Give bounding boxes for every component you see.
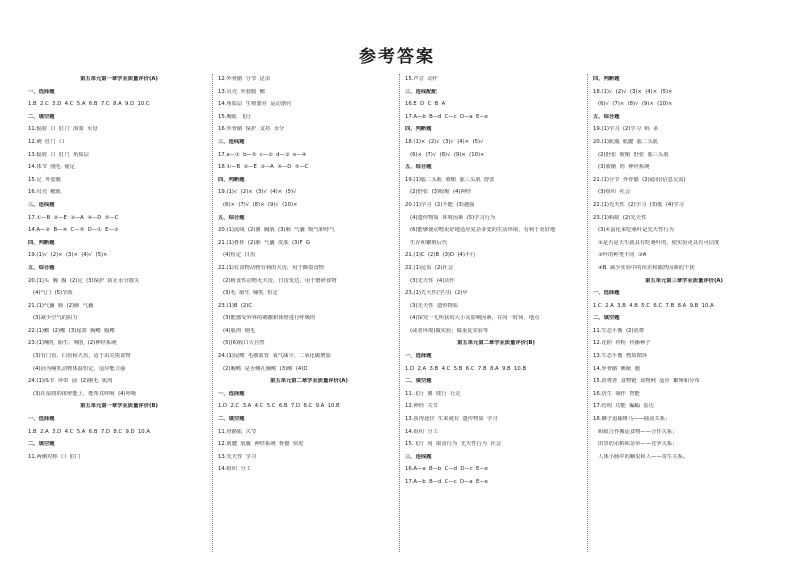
answer-line: 19.(1)√ (2)× (3)√ (4)× (5)√: [218, 189, 297, 196]
answer-line: 22.(1)昆虫 (2)社会: [405, 264, 453, 271]
subsection-heading: 二、填空题: [405, 378, 432, 385]
answer-line: 22.(1)先天性 (2)学习 (3)低 (4)学习: [593, 201, 684, 208]
answer-line: 19.(1)肱二头肌 收缩 肱三头肌 舒张: [405, 176, 495, 183]
subsection-heading: 五、综合题: [218, 214, 245, 221]
answer-line: 24.(1)体节 环带 前 (2)刚毛 肌肉: [28, 378, 113, 385]
subsection-heading: 二、填空题: [593, 315, 620, 322]
answer-line: 20.(1)头 胸 腹 (2)足 (3)保护 防止水分散失: [28, 277, 140, 284]
answer-line: 17.a—① b—⑤ c—② d—③ e—④: [218, 151, 307, 158]
answer-line: 13.获得途径 生来就有 遗传物质 学习: [405, 416, 498, 423]
answer-line: 16.A—a B—b C—d D—c E—e: [405, 466, 488, 473]
subsection-heading: 三、连线题: [28, 201, 55, 208]
answer-line: 16.贝壳 鳃肌: [28, 189, 61, 196]
subsection-heading: 二、填空题: [28, 441, 55, 448]
column-divider: [587, 74, 588, 552]
answer-line: 田里的水稻和杂草——竞争关系；: [593, 441, 678, 448]
answer-line: 1.B 2.A 3.D 4.C 5.A 6.B 7.D 8.C 9.D 10.A: [28, 428, 150, 435]
answer-line: (3)先天性 遗传物质: [405, 302, 459, 309]
answer-line: 12.肌腱 肌腹 神经系统 骨骼 快进: [218, 441, 304, 448]
column-divider: [212, 74, 213, 552]
answer-line: (3)能感受外界的刺激和体壁进行呼吸的: [218, 315, 316, 322]
answer-column-1: [28, 76, 210, 466]
answer-line: (4)气门 (5)节肢: [28, 290, 73, 297]
answer-line: 23.(1)哺乳 胎生、哺乳 (2)神经系统: [28, 340, 117, 347]
answer-line: 1.C 2.A 3.B 4.B 5.C 6.C 7.B 8.A 9.B 10.A: [593, 302, 714, 309]
answer-line: 21.(1)分节 外骨骼 (2)通讯(信息交流): [593, 176, 686, 183]
answer-line: 12.刺 肛门 口: [28, 138, 65, 145]
answer-line: 23.(1)B (2)C: [218, 302, 253, 309]
subsection-heading: 五、综合题: [28, 264, 55, 271]
answer-line: 14.A—② B—④ C—⑤ D—① E—③: [28, 227, 119, 234]
section-heading: 第五单元第二章学业质量评价(B): [457, 340, 535, 347]
answer-line: (2)舒张 (3)收缩 (4)神经: [405, 189, 472, 196]
answer-line: 21.(1)C (2)B (3)D (4)不行: [405, 252, 476, 259]
answer-line: 23.(1)蚂蚁 (2)先天性: [593, 214, 647, 221]
answer-line: 17.A—b B—d C—c D—a E—e: [405, 479, 488, 485]
subsection-heading: 五、综合题: [405, 164, 432, 171]
answer-line: 1.D 2.C 3.A 4.C 5.C 6.B 7.D 8.C 9.A 10.B: [218, 403, 340, 410]
answer-line: 18.狮子追捕斑马——捕食关系；: [593, 416, 671, 423]
subsection-heading: 二、填空题: [218, 416, 245, 423]
answer-line: 17.①—B ②—E ③—A ④—D ⑤—C: [28, 214, 119, 221]
subsection-heading: 三、连线题: [405, 453, 432, 460]
answer-line: 19.(1)√ (2)× (3)× (4)√ (5)×: [28, 252, 108, 259]
answer-line: 23.(1)先天性(学习) (2)甲: [405, 290, 468, 297]
answer-line: (3)收缩 肉 神经系统: [593, 164, 650, 171]
answer-line: 12.神经 关节: [405, 403, 438, 410]
answer-line: (3)先天性 (4)动作: [405, 277, 455, 284]
answer-line: 蚂蚁合作搬运食物——合作关系；: [593, 428, 678, 435]
page-title: 参考答案: [359, 47, 435, 67]
answer-line: 18.①—B ②—E ③—A ④—D ⑤—C: [218, 164, 309, 171]
answer-line: 15.消费者 食物链 食物网 适应 繁殖和分布: [593, 378, 700, 385]
answer-line: 14.体节 刚毛 使足: [28, 164, 75, 171]
subsection-heading: 二、填空题: [28, 113, 55, 120]
answer-line: (3)减少空气的阻力: [28, 315, 78, 322]
answer-line: 13.生态平衡 物质循环: [593, 353, 648, 360]
answer-line: 1.B 2.C 3.D 4.C 5.A 6.B 7.C 8.A 9.D 10.C: [28, 101, 150, 108]
answer-line: (3)①蚕化来吃桑叶是先天性行为: [593, 227, 674, 234]
answer-line: 11.骨骼肌 关节: [218, 428, 257, 435]
answer-line: (或者环境)做实验；做重复实验等: [405, 327, 489, 334]
answer-line: (3)毛 胎生 哺乳 恒定: [218, 290, 278, 297]
answer-line: 11.辐射 口 肛门 海葵 水母: [28, 126, 98, 133]
answer-line: (6)能够使动物更好地适应复杂多变的生活环境，有利于更好地: [405, 227, 556, 234]
answer-line: 17.结构 功能 蝙蝠 雷达: [593, 403, 654, 410]
answer-line: ③叶的种类不同 ③A: [593, 252, 647, 259]
subsection-heading: 一、选择题: [593, 290, 620, 297]
answer-line: 13.先天性 学习: [218, 453, 257, 460]
subsection-heading: 四、判断题: [593, 76, 620, 82]
subsection-heading: 四、判断题: [28, 239, 55, 246]
answer-line: (5)(6)收口大自然: [218, 340, 265, 347]
answer-line: 16.E D C B A: [405, 101, 446, 108]
subsection-heading: 一、选择题: [218, 390, 245, 397]
subsection-heading: 四、判断题: [405, 126, 432, 133]
answer-line: 11.飞行 翼 爬行 行走: [405, 390, 461, 397]
answer-line: 19.(1)学习 (2)学习 蚂 多: [593, 126, 659, 133]
subsection-heading: 四、判断题: [218, 176, 245, 183]
answer-line: (4)因为哺乳动物体温恒定，适应能力强: [28, 365, 126, 372]
answer-line: 13.贝壳 外套膜 鳃: [218, 88, 265, 95]
answer-line: (3)组织 社会: [593, 189, 631, 196]
answer-line: 16.外骨骼 保护 支持 水分: [218, 126, 285, 133]
answer-line: 11.生态平衡 (2)消费: [593, 327, 645, 334]
answer-line: 21.(1)气囊 肺 (2)肺 气囊: [28, 302, 94, 309]
answer-column-3: [405, 76, 587, 492]
answer-line: (2)植食性动物无犬齿，日齿发达，用于磨碎食物: [218, 277, 337, 284]
answer-line: 14.角质层 生殖器官 运动器官: [218, 101, 292, 108]
answer-line: 18.(1)× (2)√ (3)√ (4)× (5)√: [405, 138, 484, 145]
answer-line: 12.花粉 传粉 传播种子: [593, 340, 651, 347]
subsection-heading: 一、选择题: [28, 88, 55, 95]
answer-line: 18.(1)√ (2)√ (3)× (4)× (5)×: [593, 88, 673, 95]
section-heading: 第五单元第一章学业质量评价(B): [80, 403, 158, 410]
answer-line: 11.两侧对称 口 肛门: [28, 453, 81, 460]
answer-line: 20.(1)肌腹 肌腱 肱二头肌: [593, 138, 659, 145]
answer-line: (6)√ (7)× (8)√ (9)× (10)×: [593, 101, 673, 108]
answer-line: (3)有门齿、臼齿和犬齿，适于由尖锐食物: [28, 353, 131, 360]
answer-line: (4)探究一无所获的大小及影响因素，在同一时间、地点: [405, 315, 540, 322]
answer-line: 15.胸肌 飞行: [218, 113, 251, 120]
answer-line: 22.(1)有食物动物有利的犬齿，用于撕裂食物: [218, 264, 324, 271]
subsection-heading: 三、连线题: [218, 138, 245, 145]
answer-line: (3)在湿润的体壁能上，能帮其呼吸 (4)呼吸: [28, 390, 137, 397]
answer-line: (4)遗传物质 环境因素 (5)学习行为: [405, 214, 496, 221]
subsection-heading: 一、选择题: [28, 416, 55, 423]
answer-line: 12.外骨骼 分节 昆虫: [218, 76, 271, 82]
answer-line: ④B 减少实验中的误差和偶然因素的干扰: [593, 264, 695, 271]
subsection-heading: 五、综合题: [593, 113, 620, 120]
answer-line: 13.辐射 口 肛门 角质层: [28, 151, 89, 158]
answer-line: 人体小肠中的蛔虫和人——寄生关系。: [593, 453, 689, 460]
section-heading: 第五单元第二章学业质量评价(A): [270, 378, 348, 385]
answer-line: 20.(1)学习 (2)不能 (3)越强: [405, 201, 475, 208]
section-heading: 第五单元第三章学业质量评价(A): [645, 277, 723, 284]
answer-line: 20.(1)流线 (2)翼 胸肌 (3)肺 气囊 吸气和呼气: [218, 227, 335, 234]
section-heading: 第五单元第一章学业质量评价(A): [80, 76, 158, 82]
answer-line: 21.(1)脊柱 (2)肺 气囊 皮肤 (3)F G: [218, 239, 311, 246]
answer-line: 14.组织 分工: [218, 466, 251, 473]
answer-line: 14.外骨骼 睡眠 胞: [593, 365, 640, 372]
answer-line: 14.组织 分工: [405, 428, 438, 435]
answer-line: 1.D 2.A 3.B 4.C 5.B 6.C 7.B 8.A 9.B 10.B: [405, 365, 527, 372]
answer-line: (6)× (7)√ (8)× (9)√ (10)×: [218, 201, 298, 208]
answer-line: (4)肌肉 刚毛: [218, 327, 256, 334]
answer-column-2: [218, 76, 400, 479]
answer-column-4: [593, 76, 775, 466]
answer-line: 15.足 外套膜: [28, 176, 61, 183]
answer-line: 生存和繁殖后代: [405, 239, 448, 246]
answer-line: (4)恒定 日齿: [218, 252, 256, 259]
answer-line: 16.仿生 制作 智能: [593, 390, 640, 397]
answer-line: 22.(1)鳃 (2)鳃 (3)尾部 胸鳍 腹鳍: [28, 327, 115, 334]
answer-line: 17.A—b B—d C—c D—a E—e: [405, 113, 488, 120]
subsection-heading: 一、选择题: [405, 353, 432, 360]
subsection-heading: 三、连线配配: [405, 88, 437, 95]
answer-line: 15.声音 动作: [405, 76, 438, 82]
answer-line: (2)胸鳍 是否侧孔胸鳍 (3)鳍 (4)D: [218, 365, 308, 372]
answer-line: 24.(1)尾鳍 毛细血管 氧气减少，二氧化碳增加: [218, 353, 331, 360]
answer-line: (6)× (7)√ (8)√ (9)× (10)×: [405, 151, 485, 158]
answer-line: 15.飞行 用 取食行为 先天性行为 社会: [405, 441, 502, 448]
answer-line: ②是否是天生就具有吃桑叶的，使实验更具有可信度: [593, 239, 720, 246]
answer-line: (2)舒张 收缩 舒张 肱三头肌: [593, 151, 669, 158]
